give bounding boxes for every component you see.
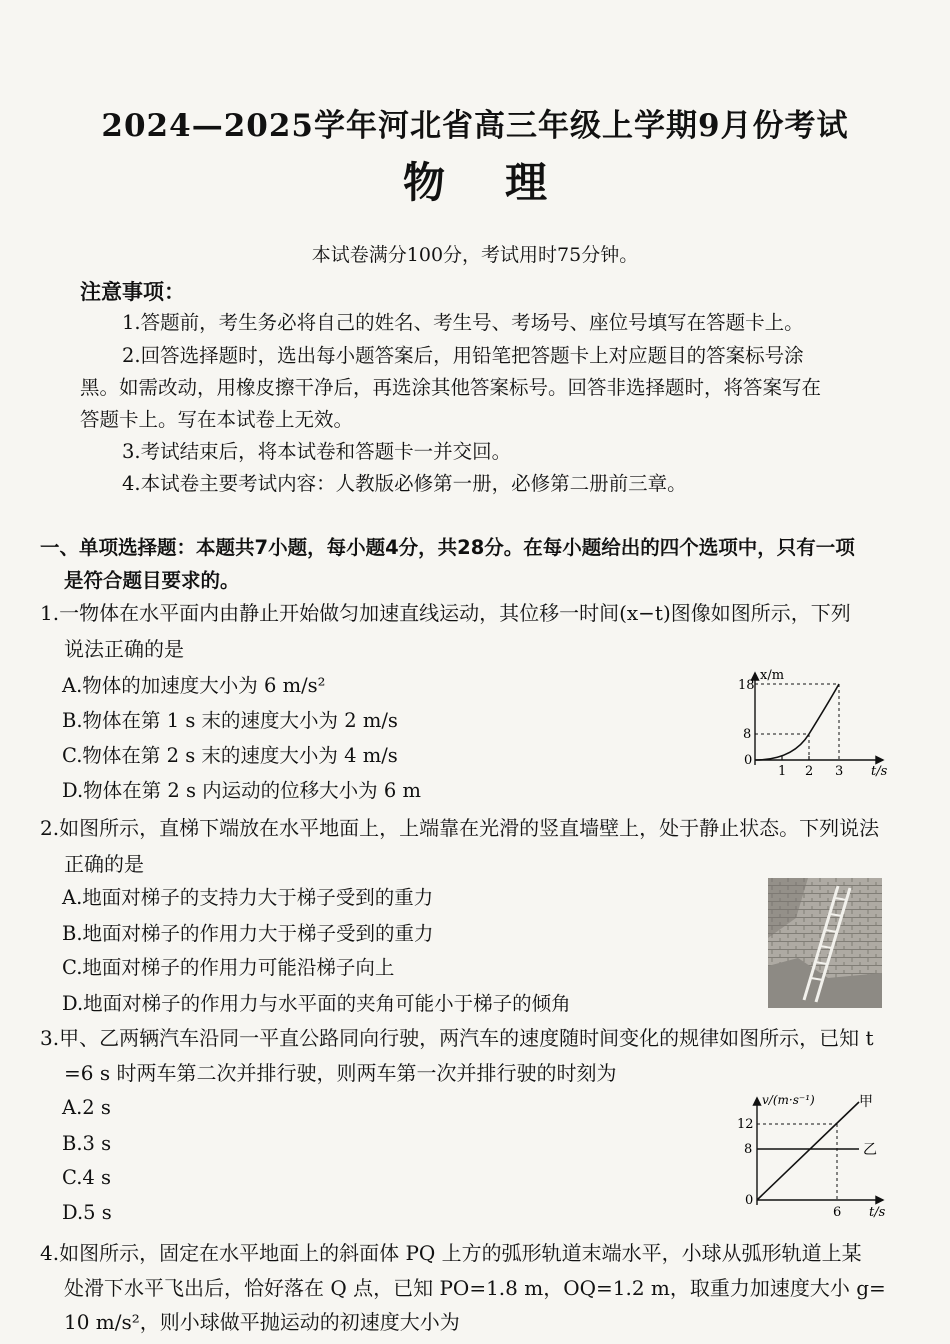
q1-option-c: C.物体在第 2 s 末的速度大小为 4 m/s [62,744,398,767]
q1-graph-tick-3: 3 [835,764,844,779]
q1-option-a: A.物体的加速度大小为 6 m/s² [62,674,326,697]
q3-vt-graph [735,1090,895,1225]
q1-graph-origin: 0 [744,753,753,768]
q2-ladder-photo [768,878,882,1008]
q2-stem-line-1: 2.如图所示，直梯下端放在水平地面上，上端靠在光滑的竖直墙壁上，处于静止状态。下列说法 [40,816,880,840]
q1-graph-tick-8: 8 [743,727,752,742]
q2-option-c: C.地面对梯子的作用力可能沿梯子向上 [62,956,395,979]
notice-item-2-line-2: 黑。如需改动，用橡皮擦干净后，再选涂其他答案标号。回答非选择题时，将答案写在 [80,376,822,399]
q1-stem-line-1: 1.一物体在水平面内由静止开始做匀加速直线运动，其位移一时间(x−t)图像如图所示，下列 [40,601,851,625]
section-1-heading: 一、单项选择题：本题共7小题，每小题4分，共28分。在每小题给出的四个选项中，只有一项 [40,536,855,559]
q1-xt-graph [735,665,895,780]
q3-stem-line-1: 3.甲、乙两辆汽车沿同一平直公路同向行驶，两汽车的速度随时间变化的规律如图所示，已知 t [40,1026,874,1050]
q3-graph-label-jia: 甲 [859,1094,873,1110]
q4-stem-line-2: 处滑下水平飞出后，恰好落在 Q 点，已知 PO=1.8 m，OQ=1.2 m，取重力加速度大小 g= [64,1276,886,1300]
exam-info: 本试卷满分100分，考试用时75分钟。 [311,244,639,266]
q3-option-a: A.2 s [62,1096,111,1119]
q1-option-d: D.物体在第 2 s 内运动的位移大小为 6 m [62,779,421,802]
q3-graph-origin: 0 [745,1193,754,1208]
subject-title: 物理 [402,158,607,207]
q3-option-d: D.5 s [62,1201,112,1224]
q3-graph-tick-12: 12 [737,1117,754,1132]
section-1-heading-line-2: 是符合题目要求的。 [64,569,240,592]
q2-stem-line-2: 正确的是 [64,852,144,876]
q3-graph-x-label: t/s [869,1205,886,1220]
notice-heading: 注意事项： [80,280,185,304]
q2-option-d: D.地面对梯子的作用力与水平面的夹角可能小于梯子的倾角 [62,992,571,1015]
q3-stem-line-2: =6 s 时两车第二次并排行驶，则两车第一次并排行驶的时刻为 [64,1061,617,1085]
q1-graph-y-label: x/m [760,668,785,683]
exam-title: 2024—2025学年河北省高三年级上学期9月份考试 [101,108,849,144]
q3-option-c: C.4 s [62,1166,112,1189]
notice-item-1: 1.答题前，考生务必将自己的姓名、考生号、考场号、座位号填写在答题卡上。 [122,311,804,334]
q3-graph-label-yi: 乙 [863,1142,877,1158]
q1-graph-x-label: t/s [871,764,888,779]
q3-graph-tick-8: 8 [744,1142,753,1157]
q4-stem-line-3: 10 m/s²，则小球做平抛运动的初速度大小为 [64,1310,460,1334]
q3-graph-tick-6: 6 [833,1205,842,1220]
q1-graph-tick-2: 2 [805,764,814,779]
notice-item-2-line-3: 答题卡上。写在本试卷上无效。 [80,408,354,431]
q4-stem-line-1: 4.如图所示，固定在水平地面上的斜面体 PQ 上方的弧形轨道末端水平，小球从弧形轨道上某 [40,1241,862,1265]
q1-graph-tick-18: 18 [738,678,755,693]
notice-item-4: 4.本试卷主要考试内容：人教版必修第一册，必修第二册前三章。 [122,472,687,495]
notice-item-2-line-1: 2.回答选择题时，选出每小题答案后，用铅笔把答题卡上对应题目的答案标号涂 [122,344,804,367]
q1-graph-tick-1: 1 [778,764,787,779]
q2-option-b: B.地面对梯子的作用力大于梯子受到的重力 [62,922,434,945]
q2-option-a: A.地面对梯子的支持力大于梯子受到的重力 [62,886,434,909]
q1-option-b: B.物体在第 1 s 末的速度大小为 2 m/s [62,709,398,732]
q1-stem-line-2: 说法正确的是 [64,637,184,661]
q3-option-b: B.3 s [62,1132,112,1155]
q3-graph-y-label: v/(m·s⁻¹) [762,1093,815,1107]
notice-item-3: 3.考试结束后，将本试卷和答题卡一并交回。 [122,440,512,463]
